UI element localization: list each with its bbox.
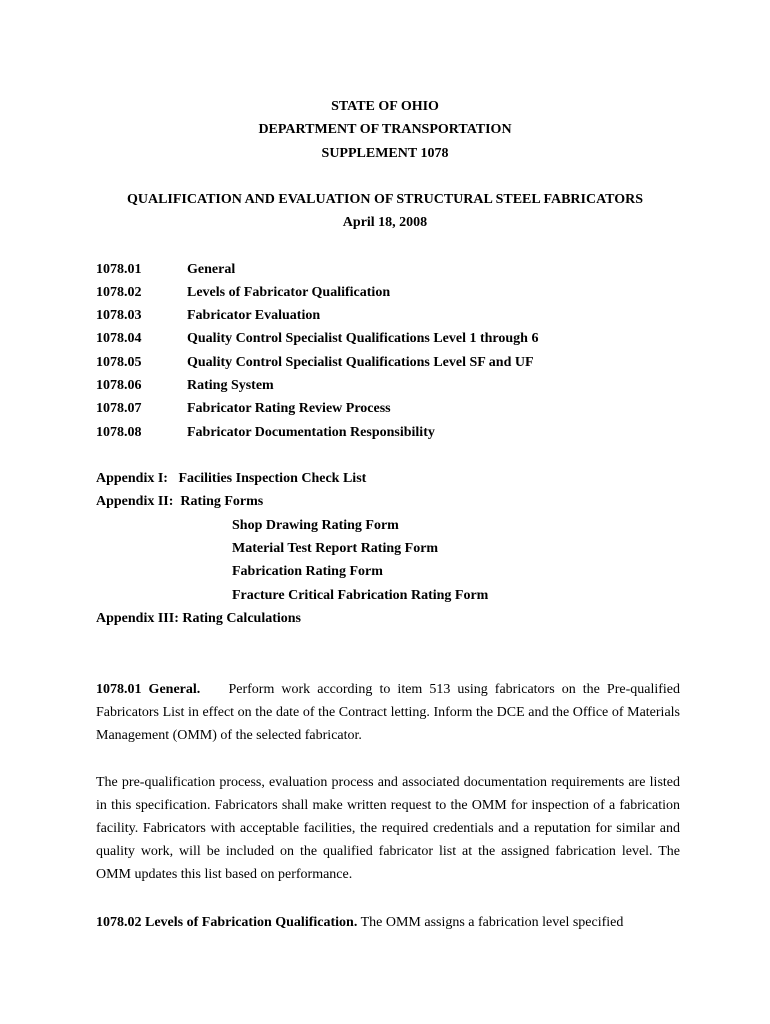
toc-title: Quality Control Specialist Qualifications Level SF and UF: [187, 355, 534, 370]
section-heading: 1078.02 Levels of Fabrication Qualification.: [96, 915, 358, 930]
appendix-3: Appendix III: Rating Calculations: [96, 611, 301, 626]
toc-title: Rating System: [187, 378, 274, 393]
toc-number: 1078.07: [96, 401, 142, 416]
toc-title: Levels of Fabricator Qualification: [187, 285, 391, 300]
supplement-heading: SUPPLEMENT 1078: [321, 146, 449, 161]
paragraph-levels: [96, 911, 680, 934]
toc-number: 1078.01: [96, 262, 142, 277]
section-heading: 1078.01 General.: [96, 682, 201, 697]
document-title: QUALIFICATION AND EVALUATION OF STRUCTURAL STEEL FABRICATORS: [126, 192, 644, 207]
appendix-form: Material Test Report Rating Form: [232, 541, 439, 556]
toc-number: 1078.08: [96, 425, 142, 440]
toc-number: 1078.06: [96, 378, 142, 393]
toc-title: General: [187, 262, 236, 277]
appendix-1: Appendix I: Facilities Inspection Check List: [96, 471, 367, 486]
toc-number: 1078.05: [96, 355, 142, 370]
toc-number: 1078.03: [96, 308, 142, 323]
appendix-form: Fracture Critical Fabrication Rating Form: [232, 588, 489, 603]
department-heading: DEPARTMENT OF TRANSPORTATION: [258, 122, 512, 137]
toc-number: 1078.04: [96, 331, 142, 346]
paragraph-text: Perform work according to item 513 using fabricators on the Pre-qualified Fabricators List in effect on the date of the Contract letting. Inform the DCE and the Office of Materials Management (OMM) of the selected fabricator.: [96, 682, 680, 743]
paragraph-text: The OMM assigns a fabrication level specified: [360, 915, 624, 930]
paragraph-process: [96, 771, 680, 886]
toc-title: Fabricator Evaluation: [187, 308, 321, 323]
appendix-2: Appendix II: Rating Forms: [96, 494, 264, 509]
toc-number: 1078.02: [96, 285, 142, 300]
appendix-form: Shop Drawing Rating Form: [232, 518, 399, 533]
state-heading: STATE OF OHIO: [331, 99, 439, 114]
appendix-form: Fabrication Rating Form: [232, 564, 383, 579]
toc-title: Fabricator Documentation Responsibility: [187, 425, 435, 440]
document-date: April 18, 2008: [342, 215, 428, 230]
paragraph-text: The pre-qualification process, evaluation process and associated documentation requirements are listed in this specification. Fabricators shall make written request to the OMM for inspection of a fabrication facility. Fabricators with acceptable facilities, the required credentials and a reputation for similar and quality work, will be included on the qualified fabricator list at the assigned fabrication level. The OMM updates this list based on performance.: [96, 775, 680, 882]
toc-title: Fabricator Rating Review Process: [187, 401, 391, 416]
toc-title: Quality Control Specialist Qualifications Level 1 through 6: [187, 331, 539, 346]
paragraph-general: [96, 678, 680, 747]
